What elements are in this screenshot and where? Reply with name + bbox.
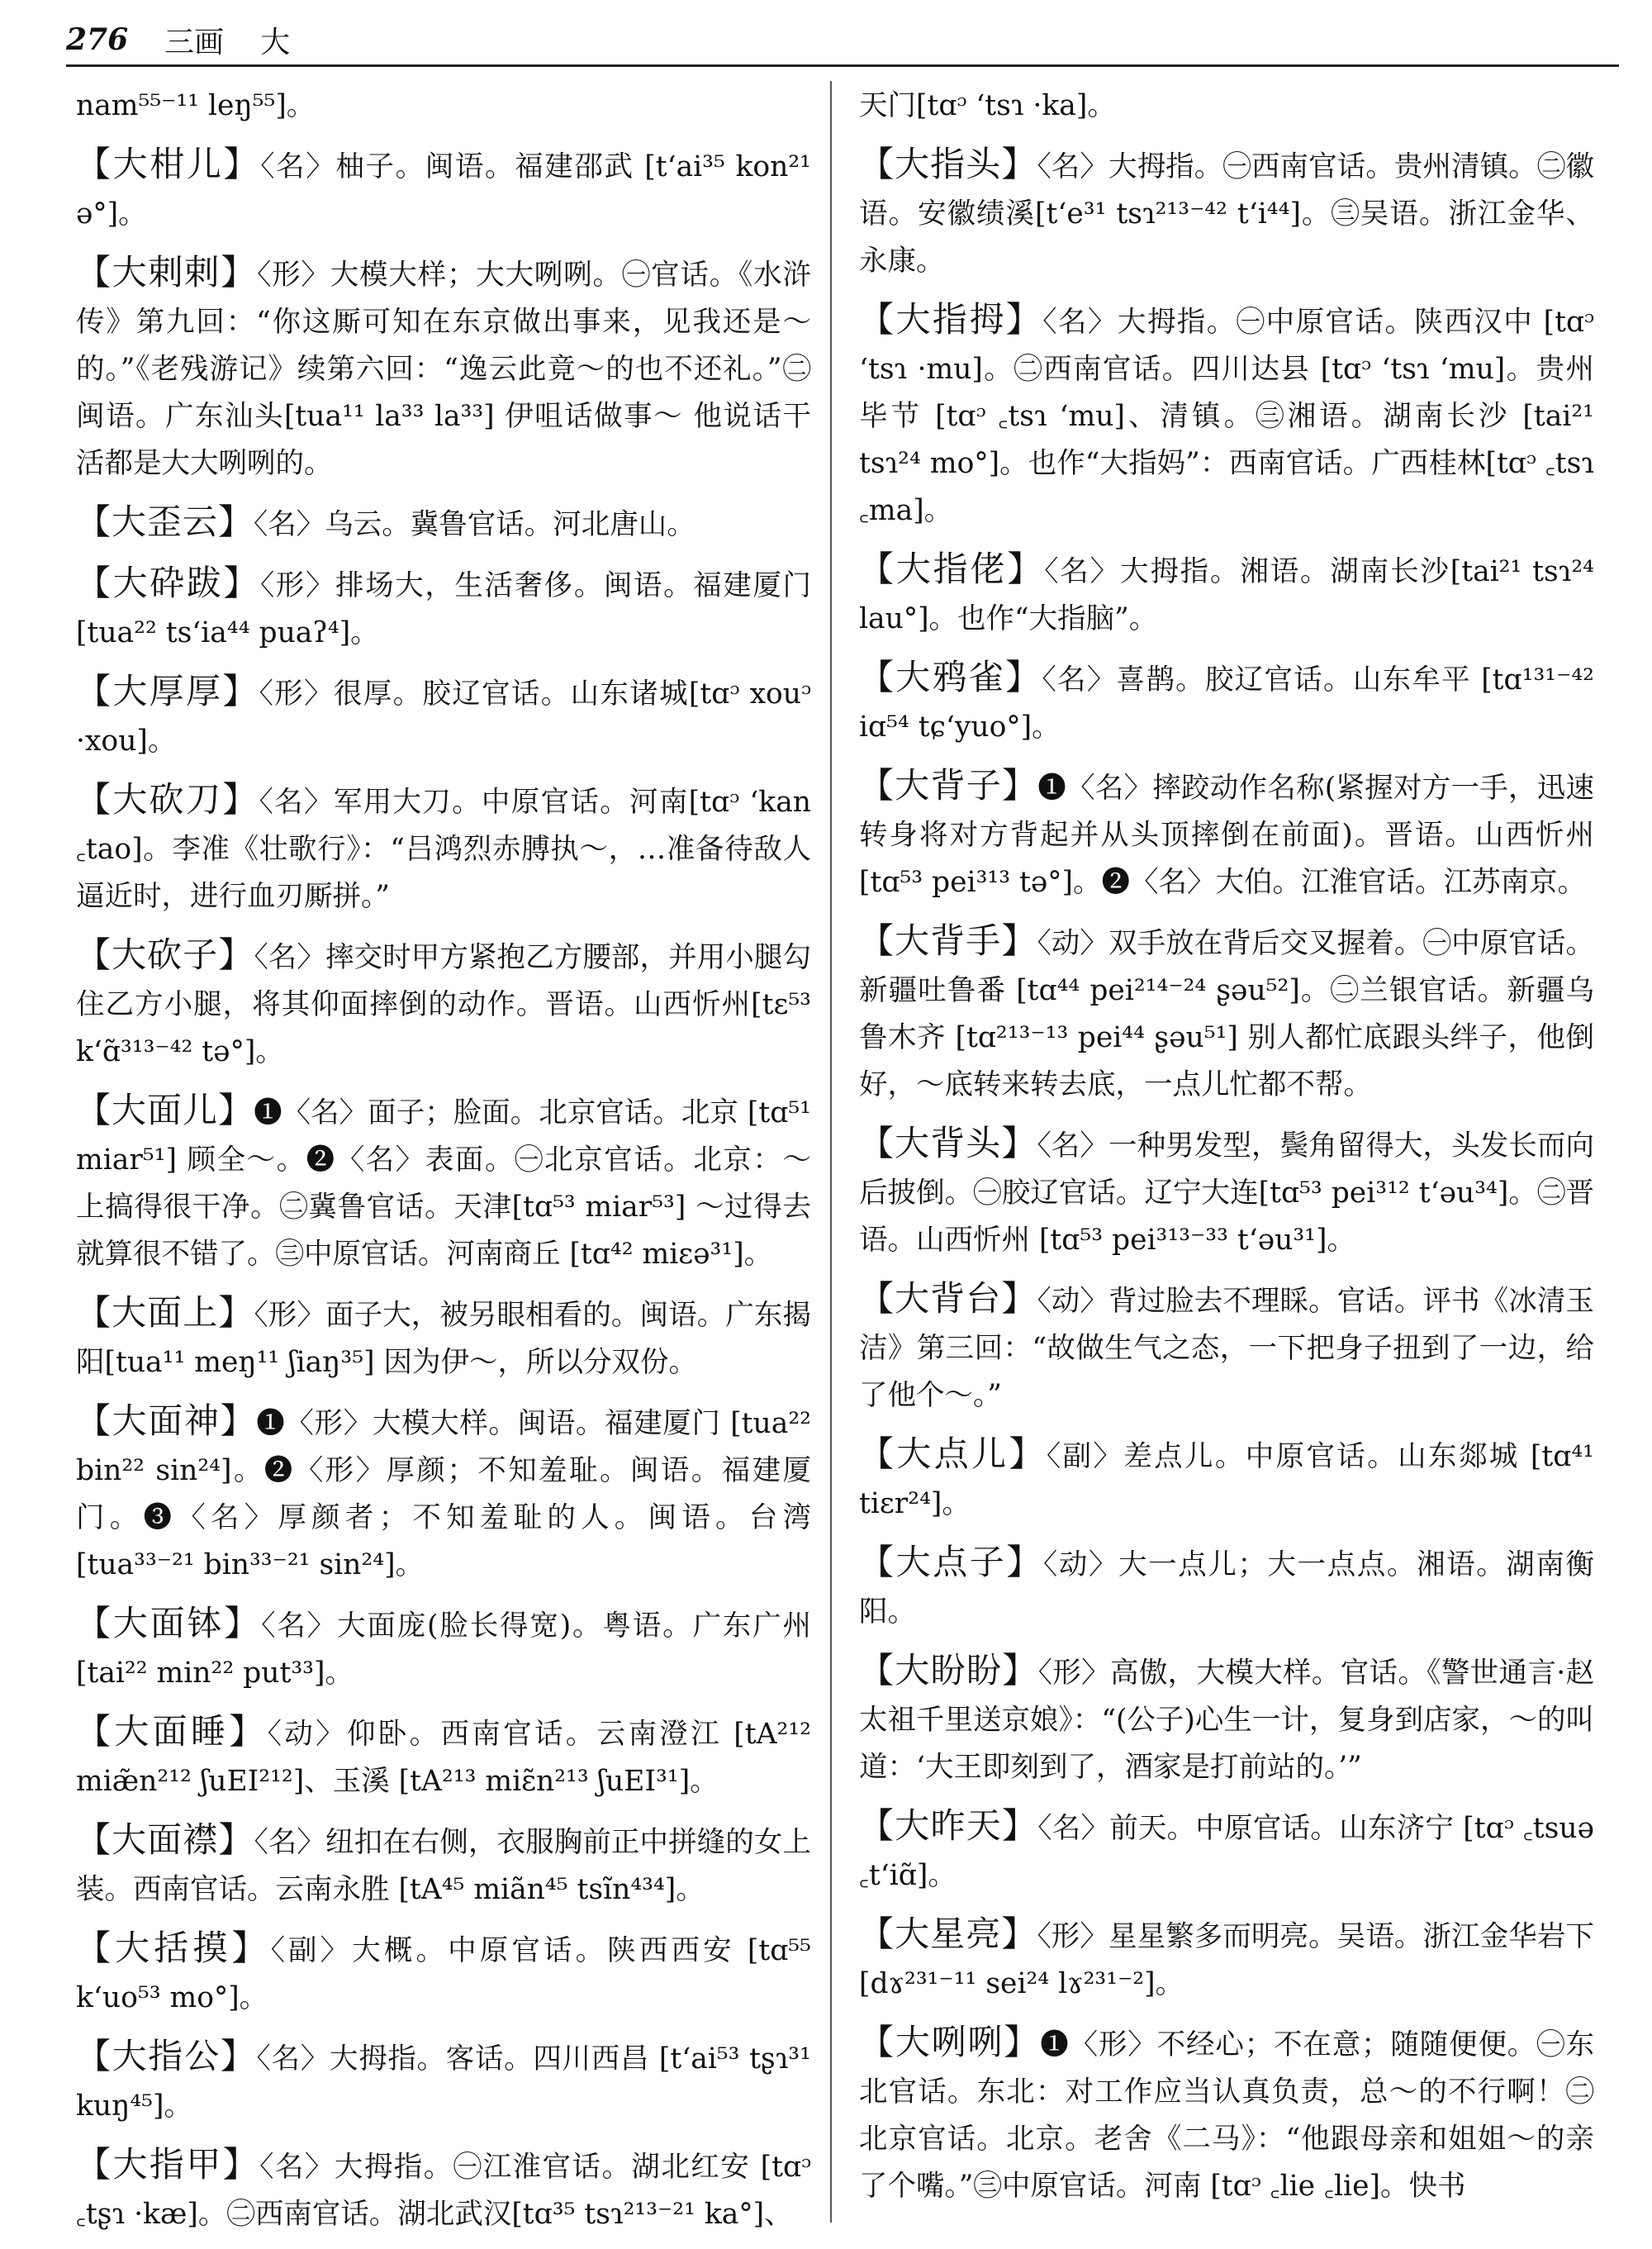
entry-definition: 〈形〉排场大，生活奢侈。闽语。福建厦门 [tua²² tsʻia⁴⁴ puaʔ⁴]。 [76, 569, 811, 649]
entry-definition: 〈名〉摔交时甲方紧抱乙方腰部，并用小腿勾住乙方小腿，将其仰面摔倒的动作。晋语。山西忻州[tɛ⁵³ kʻɑ̃³¹³⁻⁴² tə°]。 [76, 941, 811, 1068]
dictionary-entry [76, 79, 811, 130]
dictionary-entry [859, 654, 1594, 751]
dictionary-entry [859, 1275, 1594, 1419]
dictionary-entry [76, 140, 811, 238]
dictionary-entry [76, 249, 811, 487]
dictionary-entry [859, 1538, 1594, 1636]
entry-headword: 【大括摸】 [76, 1928, 271, 1968]
dictionary-entry [76, 776, 811, 920]
entry-definition: 〈名〉大拇指。㊀江淮官话。湖北红安 [tɑᵓ ꜀tʂɿ ·kæ]。㊁西南官话。湖北武汉[tɑ³⁵ tsɿ²¹³⁻²¹ ka°]、 [76, 2151, 811, 2231]
dictionary-entry [76, 1816, 811, 1914]
dictionary-entry [76, 931, 811, 1076]
entry-headword: 【大面襟】 [76, 1819, 254, 1860]
dictionary-entry [859, 140, 1594, 285]
entry-definition: 〈名〉喜鹊。胶辽官话。山东牟平 [tɑ¹³¹⁻⁴² iɑ⁵⁴ tɕʻyuo°]。 [859, 663, 1594, 744]
entry-headword: 【大指头】 [859, 144, 1037, 184]
entry-definition: 〈动〉双手放在背后交叉握着。㊀中原官话。新疆吐鲁番 [tɑ⁴⁴ pei²¹⁴⁻²⁴ ʂəu⁵²]。㊁兰银官话。新疆乌鲁木齐 [tɑ²¹³⁻¹³ pei⁴⁴ ʂəu⁵¹] 别人都忙底跟头绊子，他倒好，～底转来转去底，一点儿忙都不帮。 [859, 927, 1594, 1101]
dictionary-entry [76, 1708, 811, 1805]
entry-definition: 〈名〉大拇指。湘语。湖南长沙[tai²¹ tsɿ²⁴ lau°]。也作“大指脑”。 [859, 555, 1594, 635]
dictionary-entry [76, 668, 811, 765]
section-label: 三画 [164, 25, 225, 59]
entry-definition: 〈动〉背过脸去不理睬。官话。评书《冰清玉洁》第三回：“故做生气之态，一下把身子扭到了一边，给了他个～。” [859, 1285, 1594, 1412]
page-number: 276 [66, 22, 129, 57]
dictionary-entry [76, 1600, 811, 1697]
entry-definition: 〈形〉星星繁多而明亮。吴语。浙江金华岩下[dɤ²³¹⁻¹¹ sei²⁴ lɤ²³¹⁻²]。 [859, 1920, 1594, 2000]
dictionary-entry [859, 1647, 1594, 1791]
dictionary-entry [76, 1086, 811, 1278]
entry-definition: 〈名〉前天。中原官话。山东济宁 [tɑᵓ ꜀tsuə ꜀tʻiɑ̃]。 [859, 1812, 1594, 1892]
column-divider [830, 81, 832, 2223]
entry-headword: 【大砕跋】 [76, 563, 260, 603]
page-header [66, 15, 1619, 67]
entry-headword: 【大鸦雀】 [859, 657, 1042, 697]
entry-definition: 〈名〉大拇指。㊀西南官话。贵州清镇。㊁徽语。安徽绩溪[tʻe³¹ tsɿ²¹³⁻⁴² tʻi⁴⁴]。㊂吴语。浙江金华、永康。 [859, 150, 1594, 278]
dictionary-entry [859, 1802, 1594, 1900]
dictionary-entry [76, 559, 811, 657]
dictionary-entry [859, 296, 1594, 535]
entry-definition: 〈形〉大模大样；大大咧咧。㊀官话。《水浒传》第九回：“你这厮可知在东京做出事来，见我还是～的。”《老残游记》续第六回：“逸云此竟～的也不还礼。”㊁闽语。广东汕头[tua¹¹ la³³ la³³] 伊咀话做事～ 他说话干活都是大大咧咧的。 [76, 259, 811, 480]
dictionary-entry [859, 2018, 1594, 2210]
left-column [76, 79, 811, 2249]
entry-definition: nam⁵⁵⁻¹¹ leŋ⁵⁵]。 [76, 89, 316, 122]
entry-definition: 天门[tɑᵓ ʻtsɿ ·ka]。 [859, 89, 1116, 122]
entry-headword: 【大砍子】 [76, 934, 254, 975]
entry-headword: 【大剌剌】 [76, 252, 258, 292]
entry-headword: 【大点儿】 [859, 1434, 1047, 1474]
entry-headword: 【大厚厚】 [76, 671, 259, 711]
entry-definition: 〈名〉乌云。冀鲁官话。河北唐山。 [254, 508, 695, 541]
dictionary-entry [859, 1120, 1594, 1264]
entry-headword: 【大背台】 [859, 1278, 1037, 1319]
entry-headword: 【大砍刀】 [76, 779, 259, 820]
dictionary-entry [859, 79, 1594, 130]
entry-definition: ❶〈形〉不经心；不在意；随随便便。㊀东北官话。东北：对工作应当认真负责，总～的不行啊！㊁北京官话。北京。老舍《二马》：“他跟母亲和姐姐～的亲了个嘴。”㊂中原官话。河南 [tɑᵓ ꜀lie ꜀lie]。快书 [859, 2028, 1594, 2203]
dictionary-entry [859, 762, 1594, 906]
entry-headword: 【大昨天】 [859, 1805, 1038, 1846]
dictionary-entry [76, 1289, 811, 1386]
entry-definition: ❶〈名〉摔跤动作名称(紧握对方一手，迅速转身将对方背起并从头顶摔倒在前面)。晋语。山西忻州 [tɑ⁵³ pei³¹³ tə°]。❷〈名〉大伯。江淮官话。江苏南京。 [859, 772, 1594, 899]
dictionary-entry [76, 1924, 811, 2022]
entry-headword: 【大面儿】 [76, 1090, 254, 1130]
entry-headword: 【大点子】 [859, 1542, 1043, 1582]
dictionary-entry [859, 545, 1594, 643]
dictionary-entry [76, 498, 811, 549]
entry-definition: 〈副〉差点儿。中原官话。山东郯城 [tɑ⁴¹ tiɛr²⁴]。 [859, 1440, 1594, 1520]
entry-definition: 〈形〉面子大，被另眼相看的。闽语。广东揭阳[tua¹¹ meŋ¹¹ ʃiaŋ³⁵] 因为伊～，所以分双份。 [76, 1299, 811, 1379]
entry-headword: 【大背头】 [859, 1123, 1037, 1163]
entry-headword: 【大面上】 [76, 1292, 254, 1333]
entry-headword: 【大指公】 [76, 2036, 257, 2076]
dictionary-entry [76, 2141, 811, 2238]
entry-definition: 〈名〉一种男发型，鬓角留得大，头发长而向后披倒。㊀胶辽官话。辽宁大连[tɑ⁵³ pei³¹² tʻəu³⁴]。㊁晋语。山西忻州 [tɑ⁵³ pei³¹³⁻³³ tʻəu³¹]。 [859, 1129, 1594, 1257]
entry-definition: 〈动〉仰卧。西南官话。云南澄江 [tA²¹² miæ̃n²¹² ʃuEI²¹²]、玉溪 [tA²¹³ miɛ̃n²¹³ ʃuEI³¹]。 [76, 1718, 811, 1798]
entry-definition: ❶〈形〉大模大样。闽语。福建厦门 [tua²² bin²² sin²⁴]。❷〈形〉厚颜；不知羞耻。闽语。福建厦门。❸〈名〉厚颜者；不知羞耻的人。闽语。台湾 [tua³³⁻²¹ bin³³⁻²¹ sin²⁴]。 [76, 1407, 811, 1581]
right-column [859, 79, 1594, 2221]
entry-headword: 【大背手】 [859, 920, 1037, 961]
entry-headword: 【大咧咧】 [859, 2022, 1041, 2062]
entry-headword: 【大柑儿】 [76, 144, 261, 184]
entry-headword: 【大面钵】 [76, 1603, 262, 1643]
entry-definition: 〈名〉纽扣在右侧，衣服胸前正中拼缝的女上装。西南官话。云南永胜 [tA⁴⁵ miãn⁴⁵ tsĩn⁴³⁴]。 [76, 1826, 811, 1906]
entry-definition: 〈名〉大拇指。㊀中原官话。陕西汉中 [tɑᵓ ʻtsɿ ·mu]。㊁西南官话。四川达县 [tɑᵓ ʻtsɿ ʻmu]。贵州毕节 [tɑᵓ ꜀tsɿ ʻmu]、清镇。㊂湘语。湖南长沙 [tai²¹ tsɿ²⁴ mo°]。也作“大指妈”：西南官话。广西桂林[tɑᵓ ꜀tsɿ ꜀ma]。 [859, 306, 1594, 527]
entry-headword: 【大面神】 [76, 1400, 257, 1441]
entry-headword: 【大背子】 [859, 765, 1038, 806]
entry-headword: 【大指甲】 [76, 2144, 260, 2185]
dictionary-entry [76, 2033, 811, 2130]
dictionary-entry [859, 1430, 1594, 1528]
entry-headword: 【大星亮】 [859, 1914, 1037, 1954]
radical-label: 大 [260, 25, 291, 59]
dictionary-entry [859, 917, 1594, 1109]
entry-headword: 【大盼盼】 [859, 1650, 1038, 1690]
entry-definition: 〈形〉很厚。胶辽官话。山东诸城[tɑᵓ xouᵓ ·xou]。 [76, 678, 811, 758]
entry-headword: 【大指拇】 [859, 299, 1043, 340]
entry-definition: 〈副〉大概。中原官话。陕西西安 [tɑ⁵⁵ kʻuo⁵³ mo°]。 [76, 1934, 811, 2014]
dictionary-entry [859, 1910, 1594, 2008]
entry-definition: 〈名〉军用大刀。中原官话。河南[tɑᵓ ʻkan ꜀tao]。李准《壮歌行》：“吕鸿烈赤膊执～，…准备待敌人逼近时，进行血刃厮拼。” [76, 786, 811, 913]
entry-headword: 【大面睡】 [76, 1711, 268, 1752]
entry-headword: 【大指佬】 [859, 549, 1045, 589]
entry-definition: 〈名〉大面庞(脸长得宽)。粤语。广东广州 [tai²² min²² put³³]。 [76, 1609, 811, 1690]
entry-definition: 〈形〉高傲，大模大样。官话。《警世通言·赵太祖千里送京娘》：“(公子)心生一计，复身到店家，～的叫道：‘大王即刻到了，酒家是打前站的。’” [859, 1657, 1594, 1784]
entry-headword: 【大歪云】 [76, 502, 254, 542]
entry-definition: 〈动〉大一点儿；大一点点。湘语。湖南衡阳。 [859, 1548, 1594, 1629]
dictionary-entry [76, 1397, 811, 1589]
entry-definition: ❶〈名〉面子；脸面。北京官话。北京 [tɑ⁵¹ miar⁵¹] 顾全～。❷〈名〉表面。㊀北京官话。北京：～上搞得很干净。㊁冀鲁官话。天津[tɑ⁵³ miar⁵³] ～过得去就算很不错了。㊂中原官话。河南商丘 [tɑ⁴² miɛə³¹]。 [76, 1096, 811, 1271]
entry-definition: 〈名〉柚子。闽语。福建邵武 [tʻai³⁵ kon²¹ ə°]。 [76, 150, 811, 231]
entry-definition: 〈名〉大拇指。客话。四川西昌 [tʻai⁵³ tʂɿ³¹ kuŋ⁴⁵]。 [76, 2042, 811, 2123]
